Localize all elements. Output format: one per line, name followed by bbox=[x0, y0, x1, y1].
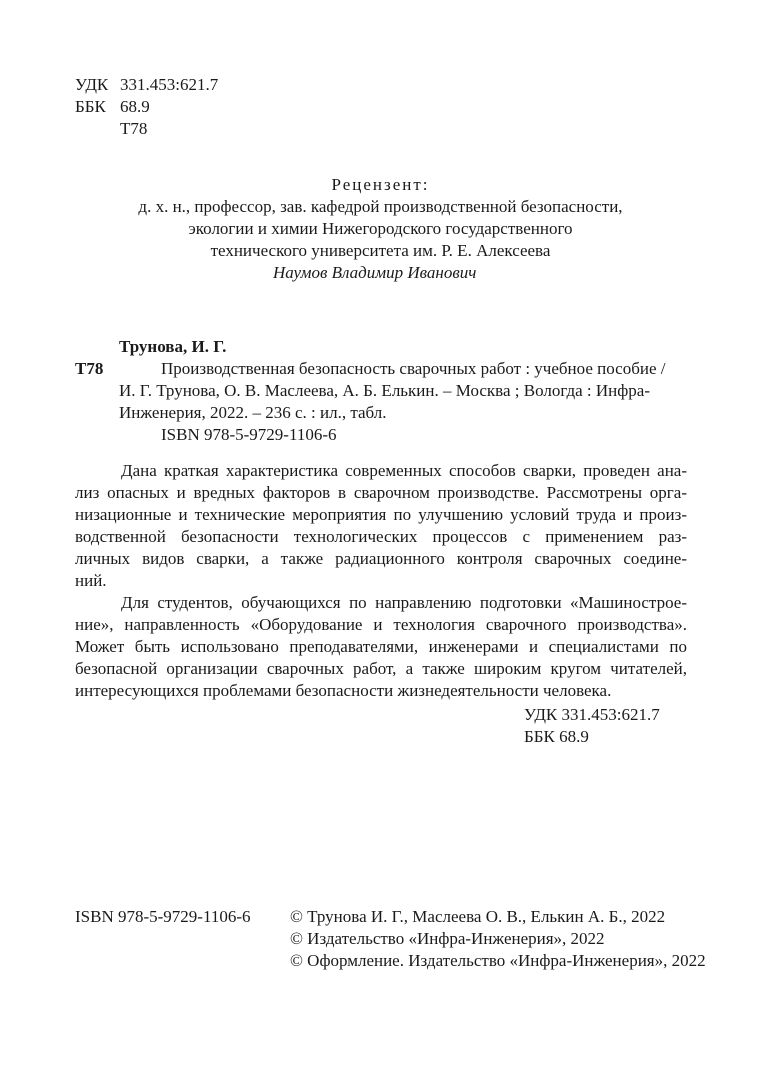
copyright-line: © Трунова И. Г., Маслеева О. В., Елькин А. Б., 2022 bbox=[290, 907, 666, 926]
author-mark: Т78 bbox=[120, 119, 148, 138]
copyright-line: © Издательство «Инфра-Инженерия», 2022 bbox=[290, 929, 605, 948]
abstract-line: низационные и технические мероприятия по улучшению условий труда и произ- bbox=[75, 505, 687, 524]
catalog-mark: Т78 bbox=[75, 359, 104, 378]
bottom-udk: УДК 331.453:621.7 bbox=[524, 705, 660, 724]
abstract-line: безопасной организации сварочных работ, а также широким кругом читателей, bbox=[75, 659, 687, 678]
abstract-line: Для студентов, обучающихся по направлению подготовки «Машинострое- bbox=[121, 593, 687, 612]
bbk-label: ББК bbox=[75, 97, 106, 116]
udk-value: 331.453:621.7 bbox=[120, 75, 219, 94]
abstract-line: ний. bbox=[75, 571, 107, 590]
abstract-line: лиз опасных и вредных факторов в сварочном производстве. Рассмотрены орга- bbox=[75, 483, 687, 502]
catalog-title-line: И. Г. Трунова, О. В. Маслеева, А. Б. Елькин. – Москва ; Вологда : Инфра- bbox=[119, 381, 650, 400]
abstract-line: ние», направленность «Оборудование и технология сварочного производства». bbox=[75, 615, 687, 634]
reviewer-line: экологии и химии Нижегородского государственного bbox=[188, 219, 573, 238]
bbk-value: 68.9 bbox=[120, 97, 150, 116]
catalog-isbn: ISBN 978-5-9729-1106-6 bbox=[161, 425, 337, 444]
catalog-title-line: Инженерия, 2022. – 236 с. : ил., табл. bbox=[119, 403, 387, 422]
abstract-line: Может быть использовано преподавателями, инженерами и специалистами по bbox=[75, 637, 687, 656]
reviewer-line: д. х. н., профессор, зав. кафедрой производственной безопасности, bbox=[138, 197, 623, 216]
udk-label: УДК bbox=[75, 75, 109, 94]
abstract-line: водственной безопасности технологических процессов с применением раз- bbox=[75, 527, 687, 546]
reviewer-name: Наумов Владимир Иванович bbox=[273, 263, 477, 282]
bottom-bbk: ББК 68.9 bbox=[524, 727, 589, 746]
catalog-title-line: Производственная безопасность сварочных работ : учебное пособие / bbox=[161, 359, 666, 378]
classification-codes bbox=[75, 74, 218, 140]
copyright-line: © Оформление. Издательство «Инфра-Инженерия», 2022 bbox=[290, 951, 706, 970]
abstract-line: личных видов сварки, а также радиационного контроля сварочных соедине- bbox=[75, 549, 687, 568]
abstract-line: интересующихся проблемами безопасности жизнедеятельности человека. bbox=[75, 681, 612, 700]
catalog-author: Трунова, И. Г. bbox=[119, 337, 227, 356]
footer-isbn: ISBN 978-5-9729-1106-6 bbox=[75, 907, 251, 926]
abstract-line: Дана краткая характеристика современных способов сварки, проведен ана- bbox=[121, 461, 687, 480]
reviewer-line: технического университета им. Р. Е. Алексеева bbox=[210, 241, 551, 260]
reviewer-heading: Рецензент: bbox=[331, 175, 430, 194]
